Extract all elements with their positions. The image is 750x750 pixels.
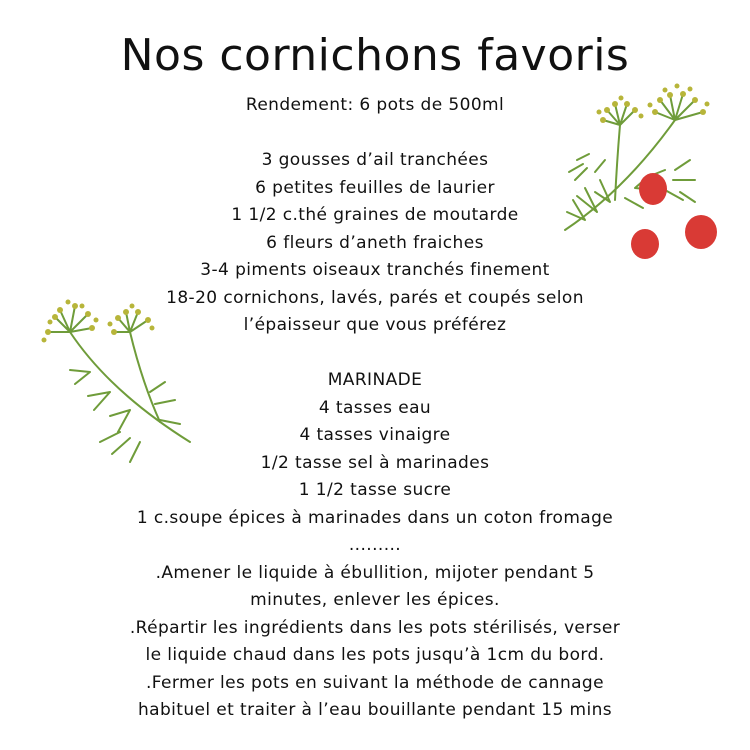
ingredient-item: 3-4 piments oiseaux tranchés finement — [200, 260, 550, 280]
step-line: habituel et traiter à l’eau bouillante pendant 15 mins — [137, 700, 613, 720]
marinade-heading: MARINADE — [327, 370, 423, 390]
step-line: .Fermer les pots en suivant la méthode de cannage — [146, 672, 604, 693]
yield-text: Rendement: 6 pots de 500ml — [245, 95, 505, 115]
chili-pepper-icon — [682, 212, 720, 252]
dill-sprig-icon — [30, 292, 200, 472]
marinade-item: 1 1/2 tasse sucre — [298, 480, 452, 500]
ingredient-item: l’épaisseur que vous préférez — [243, 315, 507, 335]
ingredient-item: 6 fleurs d’aneth fraiches — [266, 232, 484, 253]
marinade-item: 4 tasses eau — [318, 397, 432, 418]
ingredient-item: 18-20 cornichons, lavés, parés et coupés selon — [166, 287, 584, 308]
separator: ......... — [348, 535, 402, 555]
marinade-item: 1/2 tasse sel à marinades — [260, 452, 490, 473]
chili-pepper-icon — [628, 224, 662, 262]
ingredient-item: 6 petites feuilles de laurier — [255, 177, 495, 198]
step-line: minutes, enlever les épices. — [250, 590, 500, 610]
page-title: Nos cornichons favoris — [120, 30, 630, 81]
step-line: le liquide chaud dans les pots jusqu’à 1cm du bord. — [145, 645, 605, 665]
step-line: .Répartir les ingrédients dans les pots stérilisés, verser — [129, 617, 621, 638]
marinade-item: 4 tasses vinaigre — [299, 425, 451, 445]
ingredient-item: 1 1/2 c.thé graines de moutarde — [231, 205, 519, 225]
step-line: .Amener le liquide à ébullition, mijoter pendant 5 — [155, 562, 595, 583]
chili-pepper-icon — [636, 168, 670, 208]
marinade-item: 1 c.soupe épices à marinades dans un coton fromage — [136, 507, 614, 528]
ingredient-item: 3 gousses d’ail tranchées — [261, 150, 489, 170]
